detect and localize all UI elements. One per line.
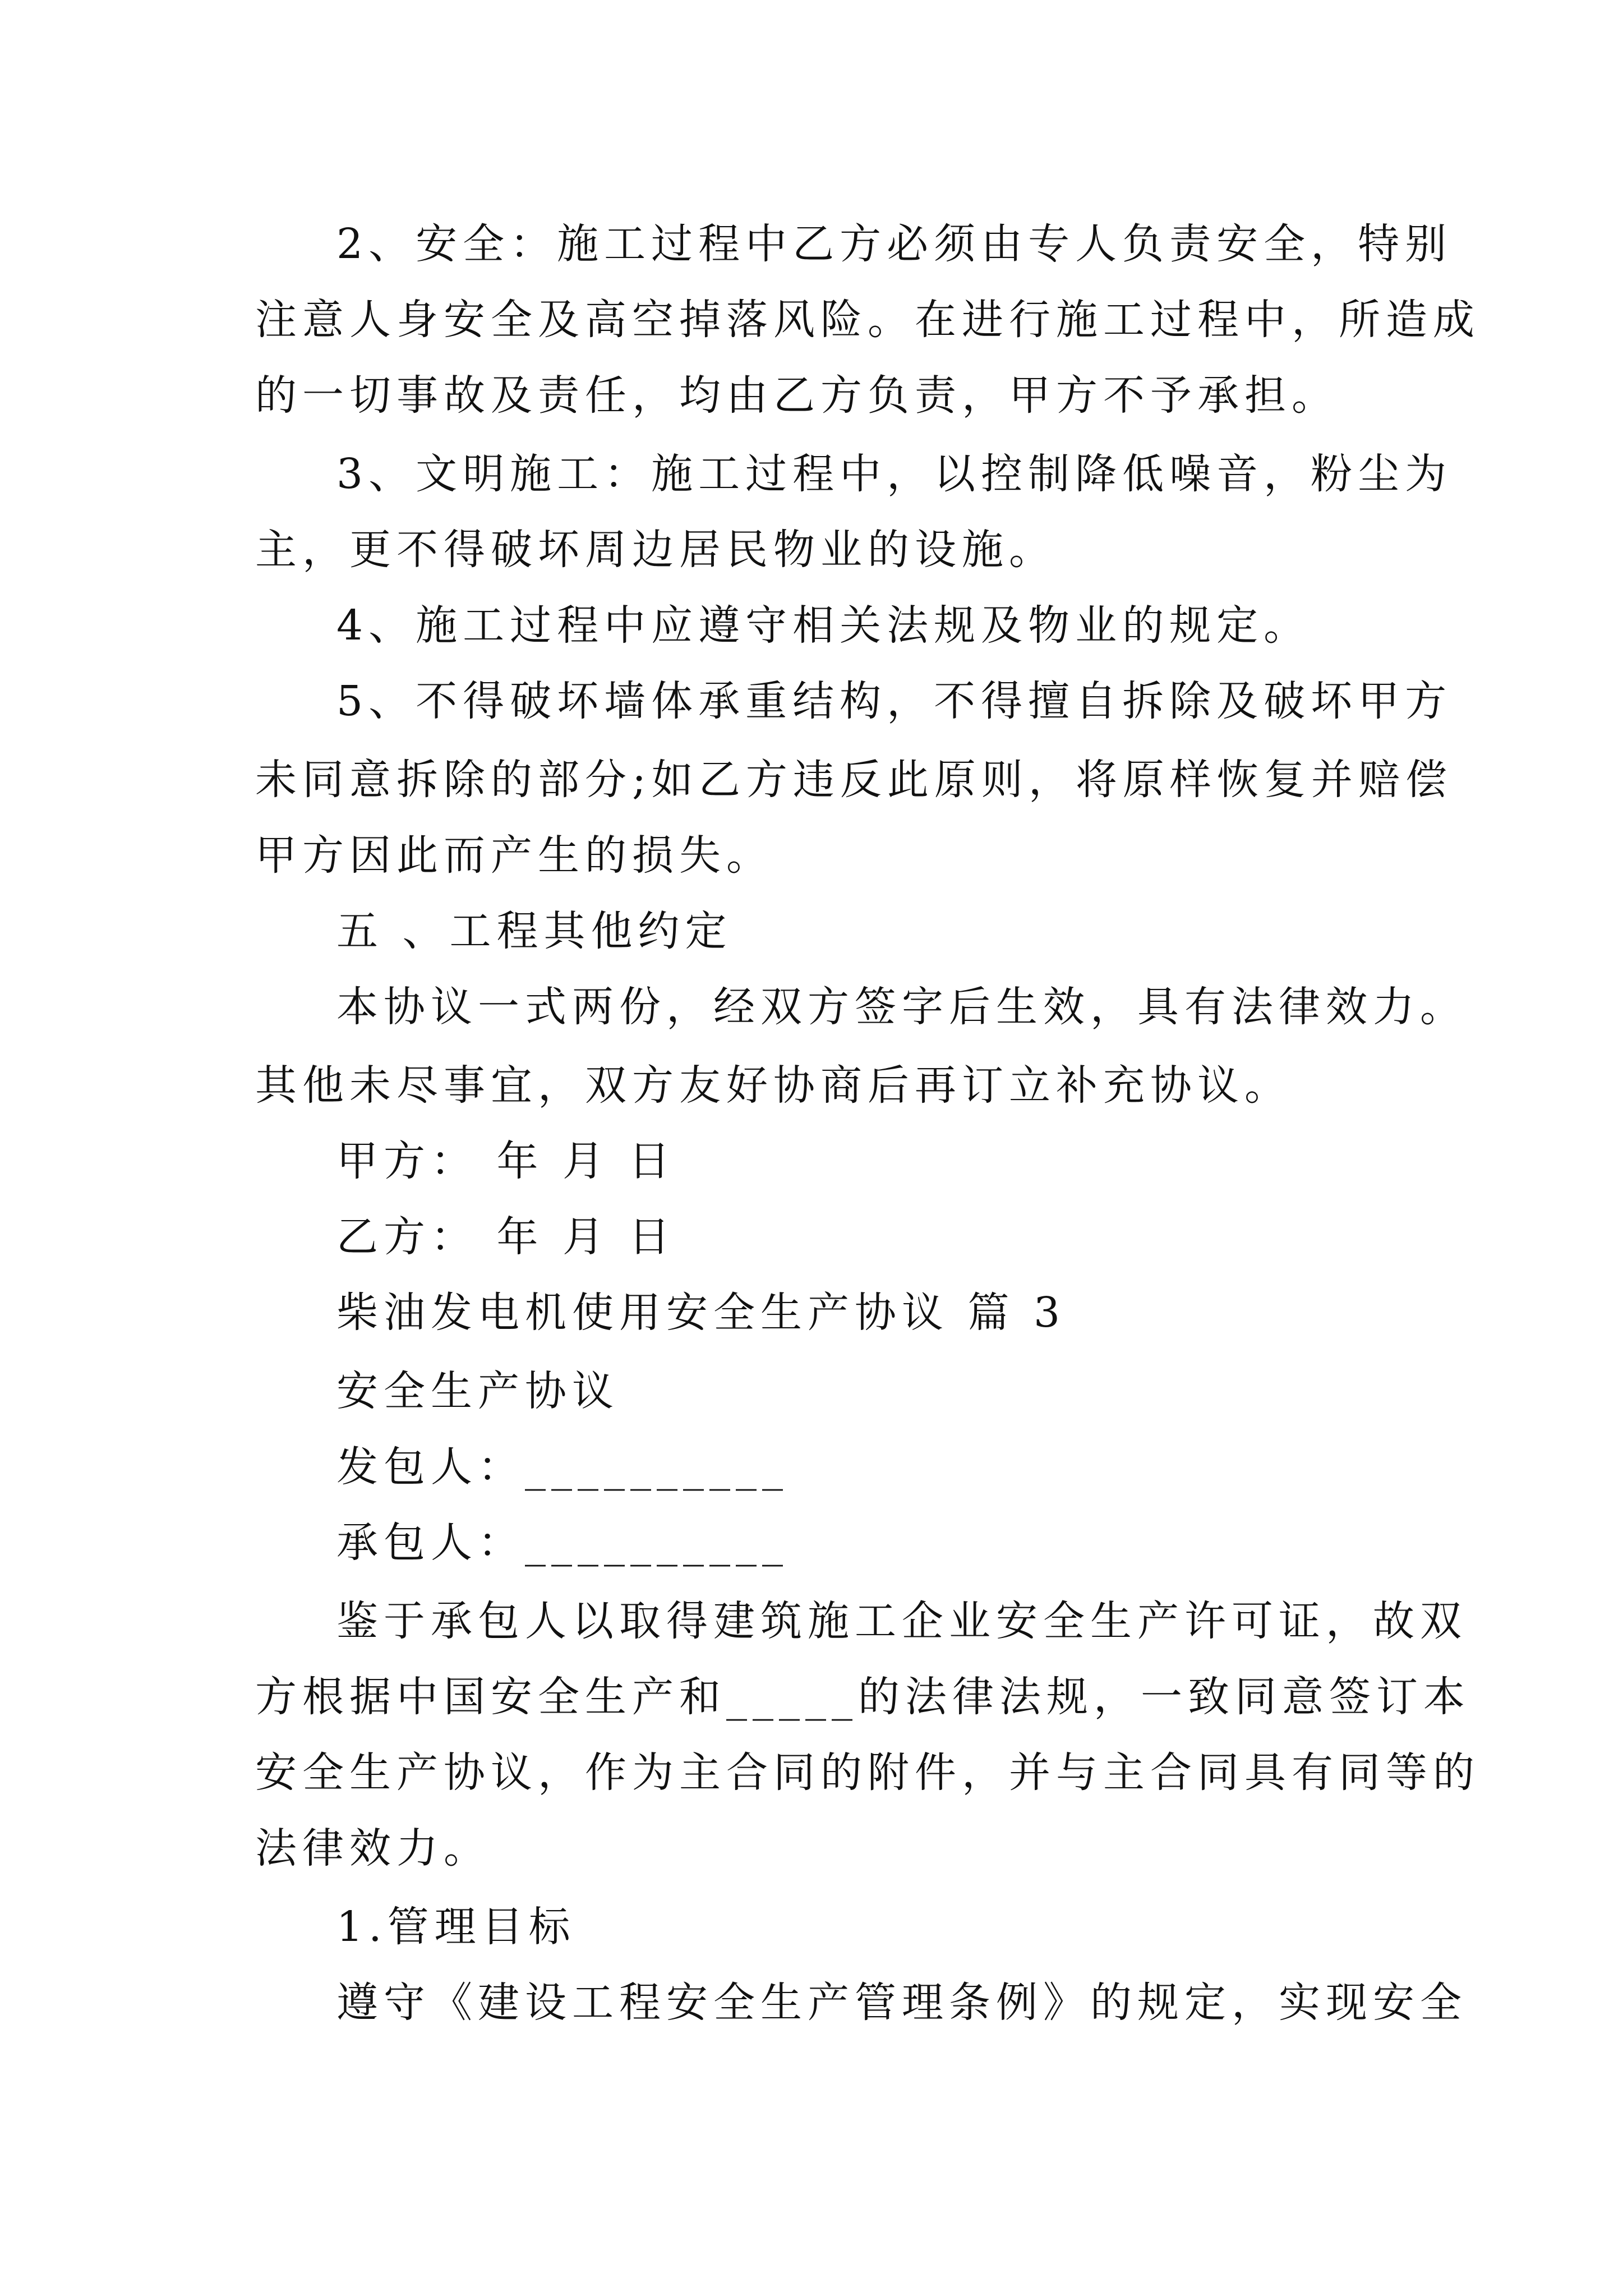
agreement-title: 安全生产协议 [336, 1367, 619, 1415]
text-line: 4、施工过程中应遵守相关法规及物业的规定。 [336, 601, 1311, 650]
text-line: 其他未尽事宜，双方友好协商后再订立补充协议。 [255, 1061, 1292, 1110]
text-line: 注意人身安全及高空掉落风险。在进行施工过程中，所造成 [255, 296, 1480, 344]
text-line: 甲方因此而产生的损失。 [255, 831, 773, 880]
text-line: 本协议一式两份，经双方签字后生效，具有法律效力。 [336, 983, 1467, 1031]
section-heading: 五 、工程其他约定 [336, 907, 732, 955]
text-line: 3、文明施工：施工过程中，以控制降低噪音，粉尘为 [336, 450, 1453, 498]
text-line: 鉴于承包人以取得建筑施工企业安全生产许可证，故双 [336, 1597, 1467, 1645]
text-line: 安全生产协议，作为主合同的附件，并与主合同具有同等的 [255, 1749, 1480, 1797]
employer-field: 发包人：__________ [336, 1443, 789, 1491]
contractor-field: 承包人：__________ [336, 1519, 789, 1567]
text-line: 的一切事故及责任，均由乙方负责，甲方不予承担。 [255, 371, 1339, 420]
article-title: 柴油发电机使用安全生产协议 篇 3 [336, 1289, 1066, 1337]
text-line: 主，更不得破坏周边居民物业的设施。 [255, 526, 1056, 574]
text-line: 5、不得破坏墙体承重结构，不得擅自拆除及破坏甲方 [336, 677, 1453, 725]
subsection-heading: 1.管理目标 [336, 1903, 576, 1951]
text-line: 2、安全：施工过程中乙方必须由专人负责安全，特别 [336, 220, 1453, 268]
signature-line-party-b: 乙方： 年 月 日 [336, 1213, 676, 1261]
text-line: 法律效力。 [255, 1824, 491, 1872]
text-line: 方根据中国安全生产和_____的法律法规，一致同意签订本 [255, 1673, 1470, 1721]
text-line: 遵守《建设工程安全生产管理条例》的规定，实现安全 [336, 1978, 1467, 2027]
signature-line-party-a: 甲方： 年 月 日 [336, 1137, 676, 1185]
text-line: 未同意拆除的部分;如乙方违反此原则，将原样恢复并赔偿 [255, 756, 1453, 804]
